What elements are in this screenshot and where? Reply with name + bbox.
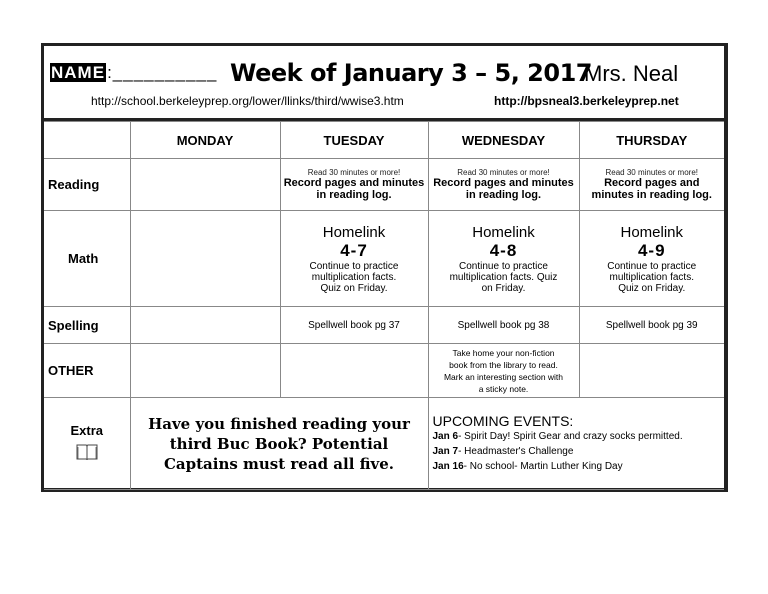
reading-note: Read 30 minutes or more! — [605, 168, 698, 177]
reading-task: Record pages and minutes in reading log. — [433, 177, 574, 201]
spelling-thursday: Spellwell book pg 39 — [579, 307, 724, 344]
homelink-label: Homelink — [620, 223, 684, 241]
teacher-name: Mrs. Neal — [584, 61, 679, 86]
math-thursday — [579, 211, 724, 307]
reading-row — [44, 159, 724, 211]
row-label-extra: Extra — [70, 422, 104, 438]
cell-empty — [130, 211, 280, 307]
cell-empty — [280, 344, 428, 398]
day-monday: MONDAY — [130, 122, 280, 159]
extra-row — [44, 398, 724, 490]
spelling-wednesday: Spellwell book pg 38 — [428, 307, 579, 344]
name-blank: :__________ — [107, 63, 218, 82]
math-note: Continue to practice multiplication facts. Quiz on Friday. — [309, 260, 399, 294]
events-title: UPCOMING EVENTS: — [432, 412, 574, 429]
day-thursday: THURSDAY — [579, 122, 724, 159]
school-url[interactable]: http://school.berkeleyprep.org/lower/llinks/third/wwise3.htm — [91, 94, 404, 108]
event-item — [433, 459, 723, 474]
cell-empty — [130, 307, 280, 344]
other-wednesday: Take home your non-fiction book from the library to read. Mark an interesting section with a sticky note. — [428, 344, 579, 398]
event-item — [433, 444, 723, 459]
event-text: - No school- Martin Luther King Day — [463, 460, 623, 472]
math-wednesday — [428, 211, 579, 307]
reading-thursday — [579, 159, 724, 211]
day-tuesday: TUESDAY — [280, 122, 428, 159]
reading-wednesday — [428, 159, 579, 211]
spelling-tuesday: Spellwell book pg 37 — [280, 307, 428, 344]
cell-empty — [130, 344, 280, 398]
cell-empty — [579, 344, 724, 398]
event-date: Jan 16 — [432, 460, 464, 472]
reading-task: Record pages and minutes in reading log. — [283, 177, 425, 201]
math-note: Continue to practice multiplication facts. Quiz on Friday. — [449, 260, 558, 294]
page-title: Week of January 3 – 5, 2017 — [230, 59, 592, 87]
spelling-row — [44, 307, 724, 344]
event-item — [433, 429, 723, 444]
upcoming-events — [428, 398, 724, 490]
name-field — [50, 63, 218, 83]
math-note: Continue to practice multiplication facts. Quiz on Friday. — [607, 260, 697, 294]
lesson-number: 4-7 — [340, 240, 368, 260]
reading-note: Read 30 minutes or more! — [457, 168, 550, 177]
row-label-spelling: Spelling — [44, 307, 130, 344]
math-row — [44, 211, 724, 307]
name-label: NAME — [51, 63, 106, 82]
event-text: - Spirit Day! Spirit Gear and crazy socks permitted. — [458, 430, 683, 442]
header — [44, 46, 724, 121]
other-row — [44, 344, 724, 398]
event-date: Jan 6 — [432, 430, 459, 442]
day-header-row — [44, 122, 724, 159]
row-label-reading: Reading — [44, 159, 130, 211]
homelink-label: Homelink — [322, 223, 386, 241]
extra-message: Have you finished reading your third Buc Book? Potential Captains must read all five. — [130, 398, 428, 490]
schedule-table — [44, 121, 724, 490]
lesson-number: 4-8 — [489, 240, 518, 260]
day-wednesday: WEDNESDAY — [428, 122, 579, 159]
reading-note: Read 30 minutes or more! — [307, 168, 401, 177]
book-icon — [76, 442, 98, 462]
reading-tuesday — [280, 159, 428, 211]
homelink-label: Homelink — [472, 223, 535, 241]
lesson-number: 4-9 — [637, 240, 666, 260]
class-url[interactable]: http://bpsneal3.berkeleyprep.net — [494, 94, 679, 108]
math-tuesday — [280, 211, 428, 307]
event-date: Jan 7 — [432, 445, 459, 457]
homework-sheet — [41, 43, 728, 492]
reading-task: Record pages and minutes in reading log. — [591, 177, 712, 201]
cell-empty — [130, 159, 280, 211]
event-text: - Headmaster's Challenge — [458, 445, 574, 457]
row-label-extra-cell — [44, 398, 130, 490]
corner-cell — [44, 122, 130, 159]
row-label-other: OTHER — [44, 344, 130, 398]
row-label-math: Math — [44, 211, 130, 307]
